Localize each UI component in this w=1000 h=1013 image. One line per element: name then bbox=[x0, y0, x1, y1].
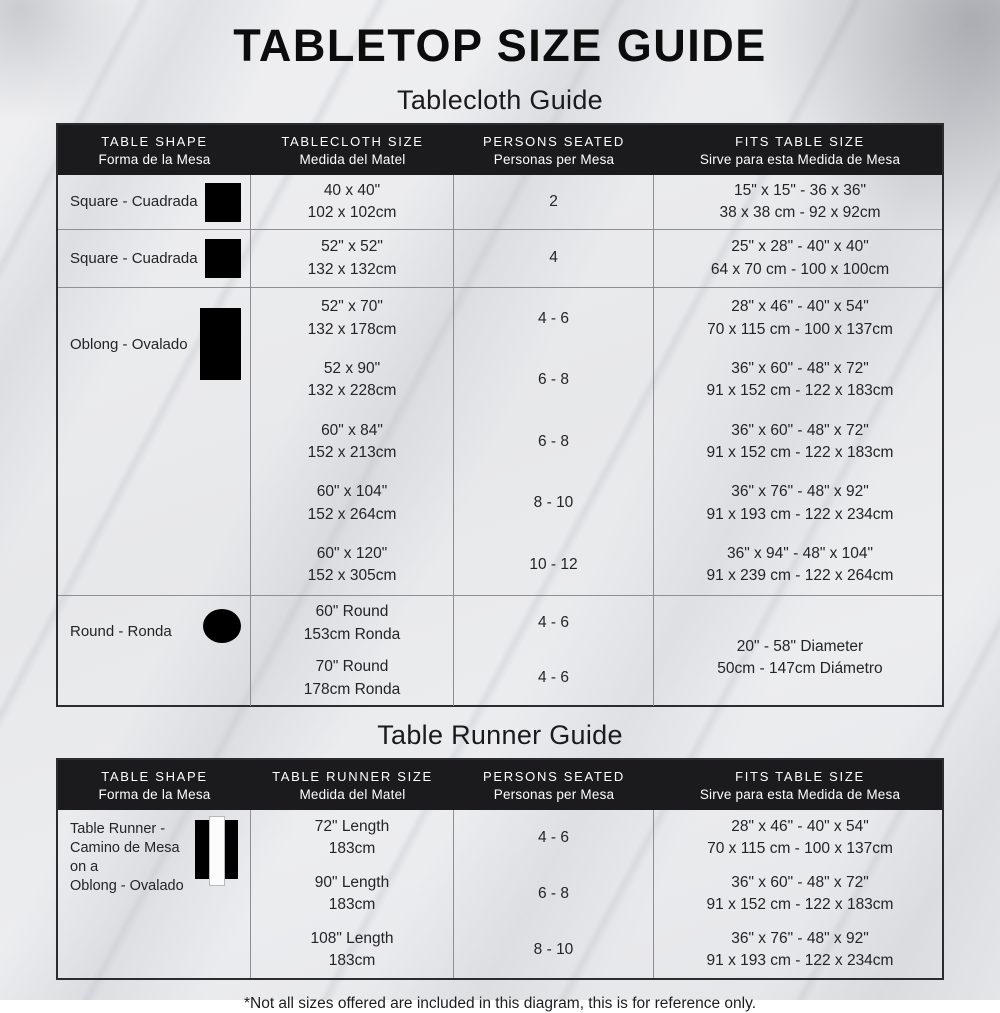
fits-cell bbox=[654, 350, 946, 412]
fits-line: 38 x 38 cm - 92 x 92cm bbox=[719, 204, 881, 221]
size-cell bbox=[251, 810, 454, 866]
table-row-square-52 bbox=[58, 229, 942, 287]
fits-line: 91 x 152 cm - 122 x 183cm bbox=[706, 896, 894, 913]
square-icon bbox=[205, 239, 241, 278]
header-en: TABLE SHAPE bbox=[101, 133, 208, 149]
table-row bbox=[251, 411, 946, 473]
rectangle-icon bbox=[200, 308, 241, 380]
size-line: 132 x 178cm bbox=[307, 320, 397, 338]
fits-cell bbox=[654, 922, 946, 978]
header-tablecloth-size bbox=[251, 125, 454, 175]
table-row bbox=[251, 922, 946, 978]
fits-line: 15" x 15" - 36 x 36" bbox=[734, 181, 866, 199]
fits-line: 70 x 115 cm - 100 x 137cm bbox=[707, 840, 893, 857]
fits-line: 36" x 60" - 48" x 72" bbox=[731, 359, 869, 377]
fits-cell bbox=[654, 473, 946, 535]
fits-cell bbox=[654, 288, 946, 350]
shape-line: Oblong - Ovalado bbox=[70, 878, 184, 895]
fits-line: 64 x 70 cm - 100 x 100cm bbox=[710, 260, 890, 278]
table-row bbox=[251, 473, 946, 535]
fits-line: 28" x 46" - 40" x 54" bbox=[731, 817, 869, 835]
oblong-subrows bbox=[251, 288, 946, 596]
fits-line: 28" x 46" - 40" x 54" bbox=[731, 298, 869, 316]
round-subrows bbox=[251, 596, 654, 706]
page-title: TABLETOP SIZE GUIDE bbox=[233, 20, 767, 71]
header-es: Personas per Mesa bbox=[493, 151, 615, 167]
table-row bbox=[251, 810, 946, 866]
persons-cell: 4 - 6 bbox=[454, 651, 654, 706]
fits-cell bbox=[654, 230, 946, 287]
size-cell bbox=[251, 596, 454, 651]
header-es: Medida del Matel bbox=[299, 151, 406, 167]
circle-icon bbox=[203, 609, 241, 643]
fits-cell bbox=[654, 866, 946, 922]
runner-guide-title: Table Runner Guide bbox=[377, 720, 623, 750]
header-table-shape bbox=[58, 760, 251, 810]
table-row bbox=[251, 866, 946, 922]
fits-line: 36" x 94" - 48" x 104" bbox=[726, 544, 874, 562]
runner-subrows bbox=[251, 810, 946, 978]
size-cell bbox=[251, 651, 454, 706]
header-en: PERSONS SEATED bbox=[482, 133, 626, 149]
table-row-round bbox=[58, 595, 942, 705]
size-cell bbox=[251, 473, 454, 535]
size-line: 183cm bbox=[328, 840, 376, 857]
fits-line: 36" x 76" - 48" x 92" bbox=[731, 929, 869, 947]
fits-line: 25" x 28" - 40" x 40" bbox=[731, 238, 869, 256]
persons-cell: 4 - 6 bbox=[454, 596, 654, 651]
shape-label: Square - Cuadrada bbox=[70, 249, 198, 267]
fits-cell bbox=[654, 534, 946, 596]
fits-line: 70 x 115 cm - 100 x 137cm bbox=[707, 320, 893, 338]
size-line: 178cm Ronda bbox=[303, 680, 401, 698]
header-es: Forma de la Mesa bbox=[98, 786, 211, 802]
persons-cell: 2 bbox=[454, 175, 654, 229]
fits-line: 91 x 152 cm - 122 x 183cm bbox=[706, 443, 894, 461]
persons-cell: 6 - 8 bbox=[454, 411, 654, 473]
size-line: 132 x 132cm bbox=[307, 260, 397, 278]
size-line: 132 x 228cm bbox=[307, 382, 397, 400]
shape-line: on a bbox=[70, 859, 99, 876]
size-line: 183cm bbox=[328, 952, 376, 969]
size-cell bbox=[251, 411, 454, 473]
persons-cell: 10 - 12 bbox=[454, 534, 654, 596]
persons-cell: 8 - 10 bbox=[454, 922, 654, 978]
shape-cell bbox=[58, 230, 251, 287]
fits-line: 20" - 58" Diameter bbox=[736, 637, 864, 655]
table-row bbox=[251, 350, 946, 412]
fits-line: 36" x 76" - 48" x 92" bbox=[731, 483, 869, 501]
header-en: TABLE SHAPE bbox=[101, 768, 208, 784]
size-cell bbox=[251, 230, 454, 287]
size-line: 70" Round bbox=[315, 658, 389, 676]
size-cell bbox=[251, 866, 454, 922]
fits-cell bbox=[654, 411, 946, 473]
shape-cell bbox=[58, 596, 251, 706]
size-line: 72" Length bbox=[314, 817, 390, 835]
header-en: FITS TABLE SIZE bbox=[735, 133, 865, 149]
size-line: 60" x 104" bbox=[316, 483, 388, 501]
header-es: Medida del Matel bbox=[299, 786, 406, 802]
shape-cell bbox=[58, 288, 251, 596]
header-fits-table-size bbox=[654, 760, 946, 810]
shape-line: Table Runner - bbox=[70, 821, 166, 837]
shape-cell bbox=[58, 810, 251, 978]
shape-label: Oblong - Ovalado bbox=[70, 336, 188, 353]
shape-label: Round - Ronda bbox=[70, 623, 172, 640]
size-line: 52 x 90" bbox=[323, 359, 381, 377]
size-line: 183cm bbox=[328, 896, 376, 913]
fits-line: 91 x 239 cm - 122 x 264cm bbox=[706, 567, 894, 585]
table-row bbox=[251, 288, 946, 350]
persons-cell: 8 - 10 bbox=[454, 473, 654, 535]
footnote: *Not all sizes offered are included in this diagram, this is for reference only. bbox=[243, 995, 757, 1012]
size-cell bbox=[251, 922, 454, 978]
fits-cell bbox=[654, 810, 946, 866]
table-row-oblong bbox=[58, 287, 942, 595]
shape-label: Square - Cuadrada bbox=[70, 193, 198, 211]
size-line: 152 x 264cm bbox=[307, 505, 397, 523]
fits-line: 36" x 60" - 48" x 72" bbox=[731, 421, 869, 439]
table-row-runner bbox=[58, 810, 942, 978]
shape-label bbox=[70, 820, 184, 897]
persons-cell: 4 - 6 bbox=[454, 810, 654, 866]
fits-line: 91 x 193 cm - 122 x 234cm bbox=[706, 952, 894, 969]
tablecloth-header-row bbox=[58, 125, 942, 175]
runner-stripe bbox=[209, 816, 225, 886]
header-persons-seated bbox=[454, 125, 654, 175]
fits-line: 91 x 152 cm - 122 x 183cm bbox=[706, 382, 894, 400]
fits-line: 91 x 193 cm - 122 x 234cm bbox=[706, 505, 894, 523]
fits-line: 50cm - 147cm Diámetro bbox=[717, 660, 883, 677]
header-persons-seated bbox=[454, 760, 654, 810]
header-en: TABLECLOTH SIZE bbox=[281, 133, 424, 149]
square-icon bbox=[205, 183, 241, 222]
size-cell bbox=[251, 175, 454, 229]
size-line: 102 x 102cm bbox=[307, 204, 397, 221]
header-es: Sirve para esta Medida de Mesa bbox=[699, 786, 901, 802]
size-line: 60" x 120" bbox=[316, 544, 388, 562]
size-line: 60" x 84" bbox=[321, 421, 383, 439]
tablecloth-guide-title: Tablecloth Guide bbox=[397, 85, 603, 115]
persons-cell: 6 - 8 bbox=[454, 866, 654, 922]
size-line: 152 x 305cm bbox=[307, 567, 397, 585]
size-line: 153cm Ronda bbox=[303, 625, 401, 643]
fits-line: 36" x 60" - 48" x 72" bbox=[731, 873, 869, 891]
header-en: TABLE RUNNER SIZE bbox=[272, 768, 433, 784]
header-en: FITS TABLE SIZE bbox=[735, 768, 865, 784]
size-line: 108" Length bbox=[310, 929, 394, 947]
size-cell bbox=[251, 534, 454, 596]
size-line: 40 x 40" bbox=[323, 181, 381, 199]
table-row bbox=[251, 596, 654, 651]
size-line: 152 x 213cm bbox=[307, 443, 397, 461]
header-en: PERSONS SEATED bbox=[482, 768, 626, 784]
header-fits-table-size bbox=[654, 125, 946, 175]
header-runner-size bbox=[251, 760, 454, 810]
size-cell bbox=[251, 288, 454, 350]
size-line: 60" Round bbox=[315, 603, 389, 621]
persons-cell: 6 - 8 bbox=[454, 350, 654, 412]
shape-cell bbox=[58, 175, 251, 229]
size-cell bbox=[251, 350, 454, 412]
fits-cell bbox=[654, 596, 946, 706]
persons-cell: 4 bbox=[454, 230, 654, 287]
fits-text bbox=[654, 636, 946, 681]
shape-line: Camino de Mesa bbox=[70, 840, 180, 857]
header-es: Sirve para esta Medida de Mesa bbox=[699, 151, 901, 167]
table-row bbox=[251, 651, 654, 706]
fits-cell bbox=[654, 175, 946, 229]
table-runner-icon bbox=[195, 820, 238, 879]
size-line: 90" Length bbox=[314, 873, 390, 891]
size-line: 52" x 70" bbox=[321, 298, 383, 316]
header-es: Forma de la Mesa bbox=[98, 151, 211, 167]
table-row-square-40 bbox=[58, 175, 942, 229]
header-table-shape bbox=[58, 125, 251, 175]
persons-cell: 4 - 6 bbox=[454, 288, 654, 350]
header-es: Personas per Mesa bbox=[493, 786, 615, 802]
size-line: 52" x 52" bbox=[321, 238, 383, 256]
runner-table bbox=[56, 758, 944, 980]
tablecloth-table bbox=[56, 123, 944, 707]
table-row bbox=[251, 534, 946, 596]
runner-header-row bbox=[58, 760, 942, 810]
